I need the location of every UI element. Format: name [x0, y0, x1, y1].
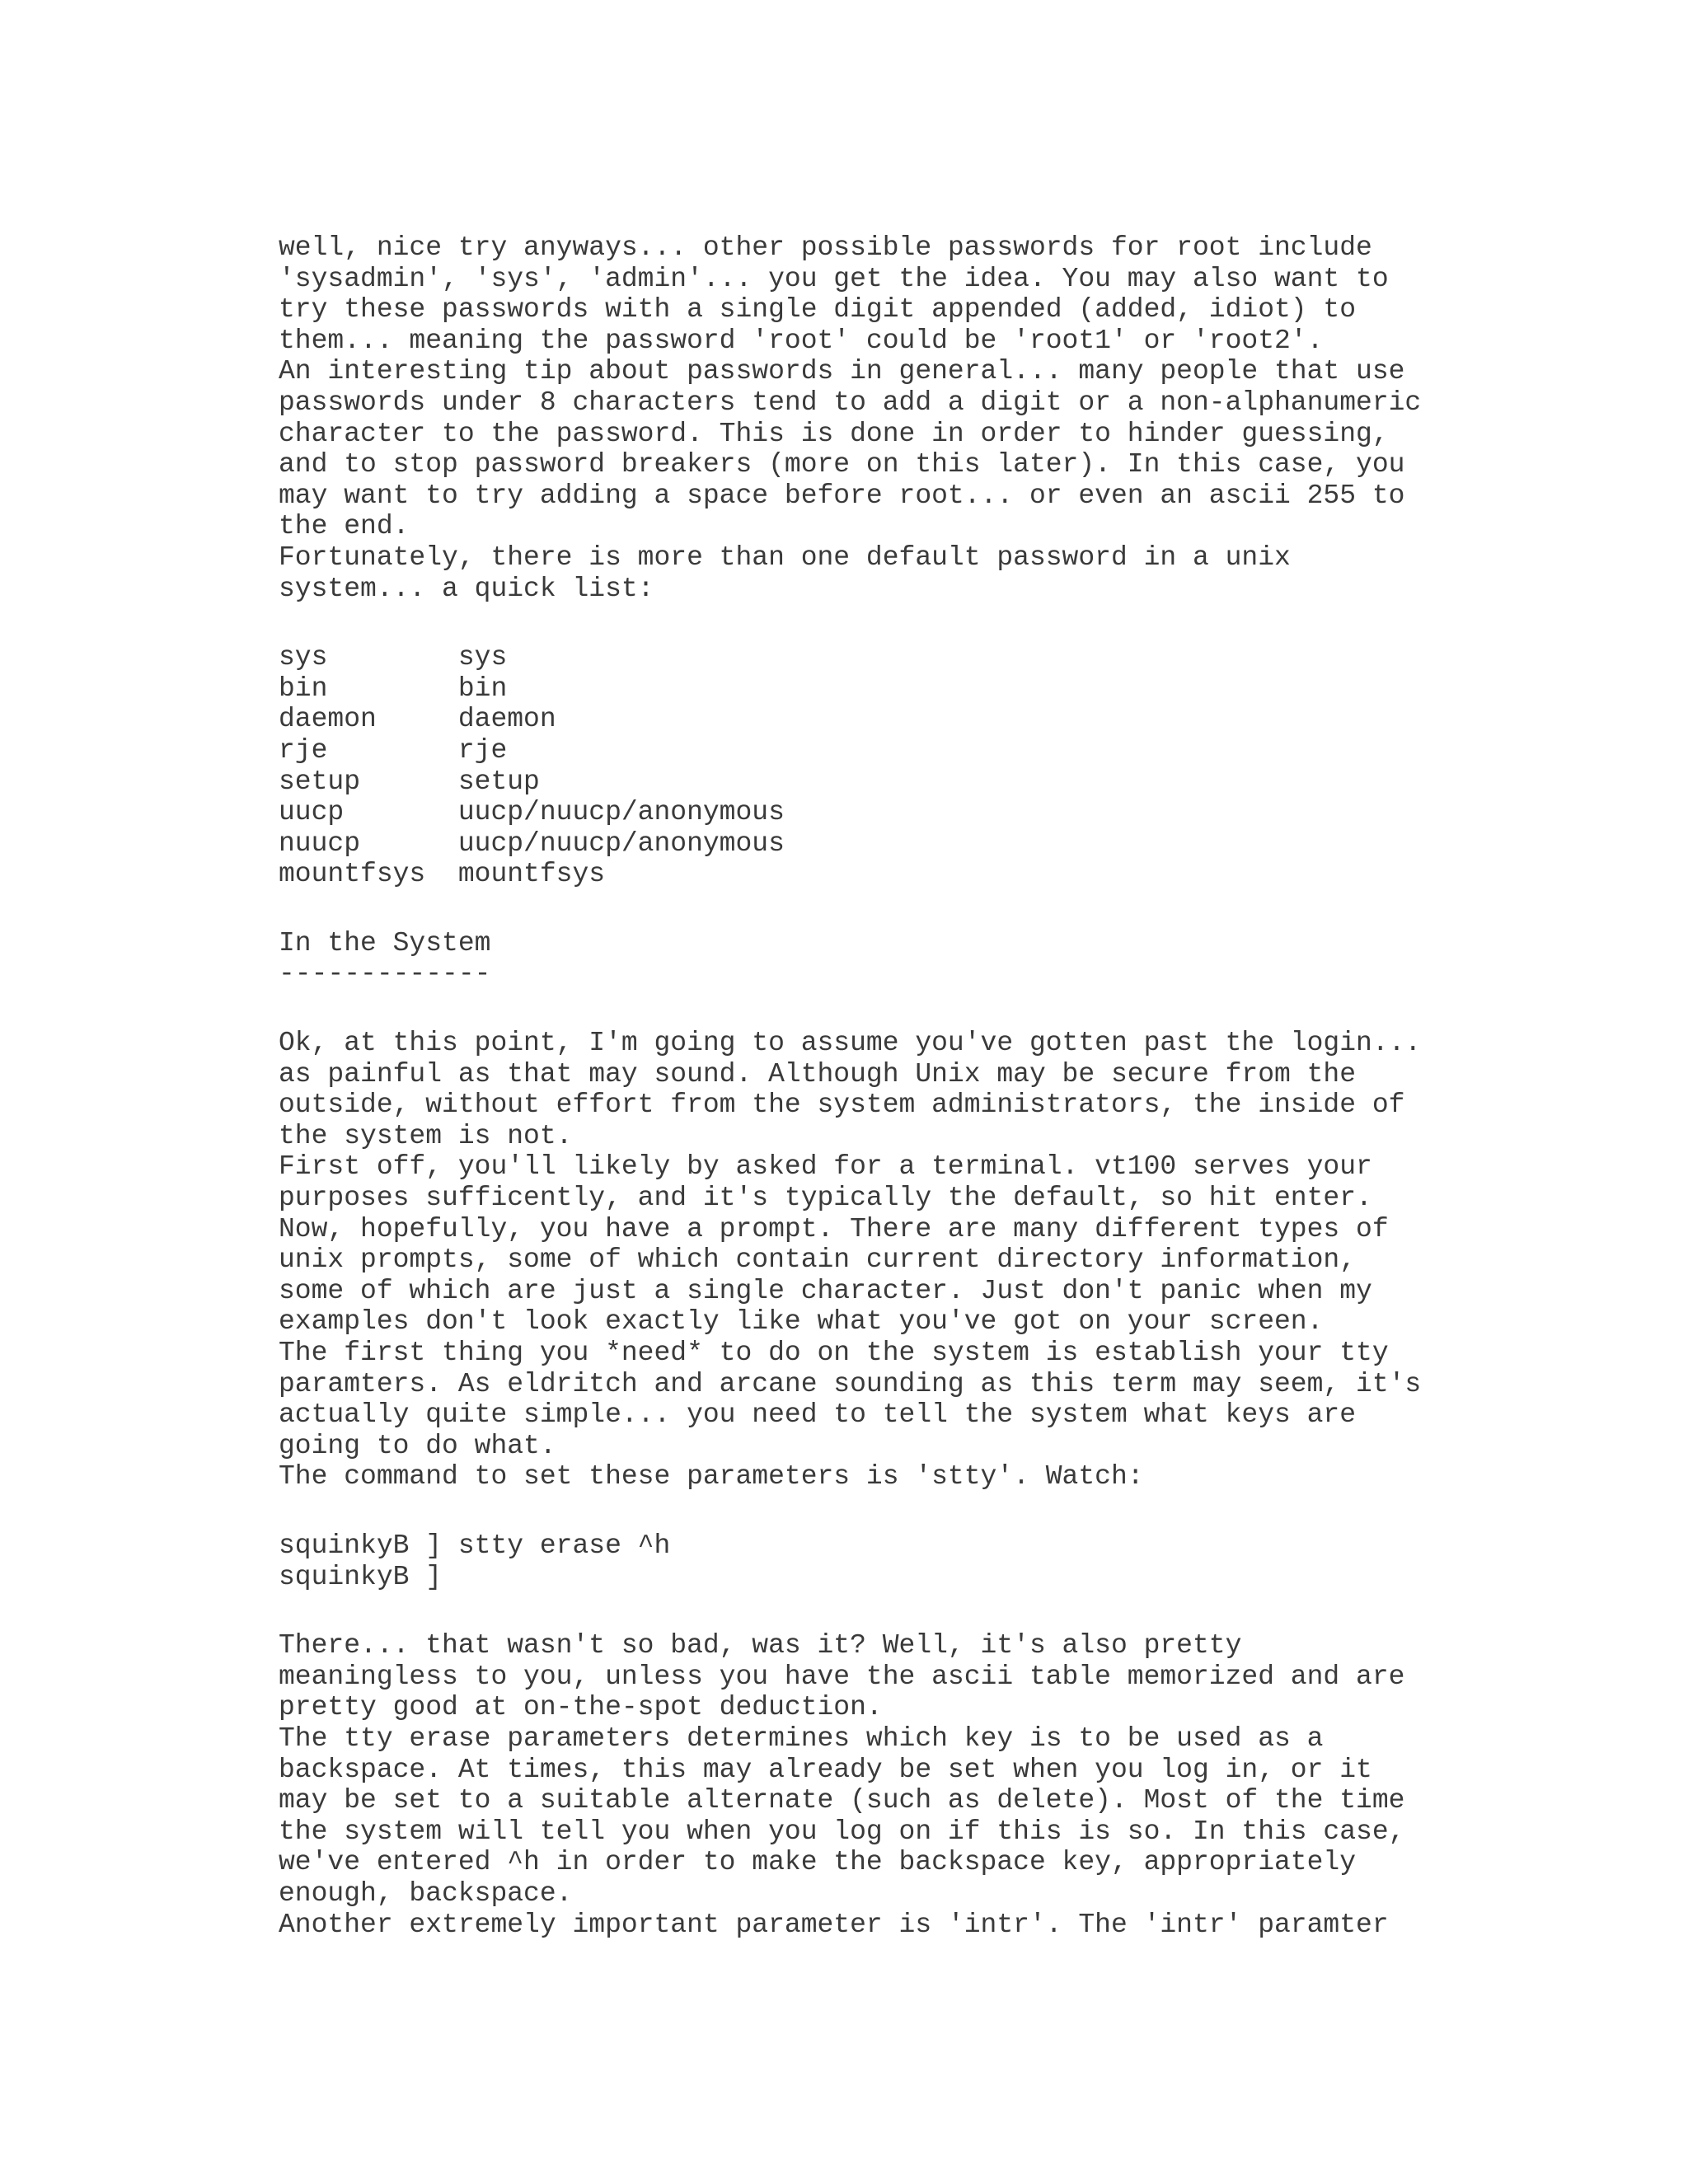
section-gap	[279, 990, 1680, 1028]
text-line: passwords under 8 characters tend to add a digit or a non-alphanumeric	[279, 387, 1422, 418]
text-line: squinkyB ]	[279, 1561, 443, 1592]
text-line: enough, backspace.	[279, 1877, 573, 1909]
text-line: may be set to a suitable alternate (such as delete). Most of the time	[279, 1785, 1405, 1816]
text-line: going to do what.	[279, 1430, 556, 1461]
text-line: uucp uucp/nuucp/anonymous	[279, 797, 785, 828]
text-line: some of which are just a single character. Just don't panic when my	[279, 1275, 1372, 1306]
text-line: and to stop password breakers (more on this later). In this case, you	[279, 449, 1405, 480]
section-gap	[279, 1592, 1680, 1630]
text-line: purposes sufficently, and it's typically the default, so hit enter.	[279, 1183, 1372, 1214]
document-text	[279, 232, 1680, 1940]
text-line: the end.	[279, 511, 410, 542]
text-line: actually quite simple... you need to tell the system what keys are	[279, 1399, 1357, 1431]
text-line: examples don't look exactly like what you've got on your screen.	[279, 1306, 1324, 1338]
text-line: unix prompts, some of which contain current directory information,	[279, 1244, 1357, 1276]
text-line: There... that wasn't so bad, was it? Well, it's also pretty	[279, 1630, 1242, 1661]
section-gap	[279, 1493, 1680, 1530]
text-line: sys sys	[279, 642, 508, 673]
text-line: daemon daemon	[279, 704, 556, 735]
text-line: An interesting tip about passwords in general... many people that use	[279, 356, 1405, 387]
text-line: system... a quick list:	[279, 573, 654, 604]
text-line: outside, without effort from the system administrators, the inside of	[279, 1090, 1405, 1121]
text-line: may want to try adding a space before root... or even an ascii 255 to	[279, 480, 1405, 511]
text-line: bin bin	[279, 673, 508, 704]
text-line: try these passwords with a single digit appended (added, idiot) to	[279, 294, 1357, 326]
text-line: setup setup	[279, 766, 540, 797]
text-line: Now, hopefully, you have a prompt. There are many different types of	[279, 1213, 1389, 1244]
text-line: backspace. At times, this may already be set when you log in, or it	[279, 1754, 1372, 1785]
text-line: well, nice try anyways... other possible passwords for root include	[279, 232, 1372, 263]
text-line: First off, you'll likely by asked for a terminal. vt100 serves your	[279, 1151, 1372, 1183]
text-line: the system is not.	[279, 1120, 573, 1151]
text-line: the system will tell you when you log on if this is so. In this case,	[279, 1816, 1405, 1847]
text-line: paramters. As eldritch and arcane sounding as this term may seem, it's	[279, 1368, 1422, 1399]
text-line: squinkyB ] stty erase ^h	[279, 1530, 671, 1561]
text-line: The tty erase parameters determines which key is to be used as a	[279, 1722, 1324, 1754]
text-line: In the System	[279, 927, 491, 958]
text-line: rje rje	[279, 734, 508, 766]
text-line: Ok, at this point, I'm going to assume you've gotten past the login...	[279, 1028, 1422, 1059]
text-line: Fortunately, there is more than one default password in a unix	[279, 541, 1291, 573]
text-line: pretty good at on-the-spot deduction.	[279, 1692, 883, 1723]
text-line: nuucp uucp/nuucp/anonymous	[279, 827, 785, 859]
text-line: we've entered ^h in order to make the backspace key, appropriately	[279, 1847, 1357, 1878]
text-line: them... meaning the password 'root' could be 'root1' or 'root2'.	[279, 325, 1324, 356]
text-line: The command to set these parameters is 'stty'. Watch:	[279, 1461, 1144, 1493]
text-line: Another extremely important parameter is 'intr'. The 'intr' paramter	[279, 1909, 1389, 1940]
section-gap	[279, 890, 1680, 928]
text-line: 'sysadmin', 'sys', 'admin'... you get the idea. You may also want to	[279, 263, 1389, 294]
text-line: as painful as that may sound. Although Unix may be secure from the	[279, 1058, 1357, 1090]
text-line: The first thing you *need* to do on the system is establish your tty	[279, 1338, 1389, 1368]
text-line: character to the password. This is done in order to hinder guessing,	[279, 418, 1389, 449]
text-line: meaningless to you, unless you have the ascii table memorized and are	[279, 1661, 1405, 1692]
section-gap	[279, 604, 1680, 642]
text-line: mountfsys mountfsys	[279, 859, 606, 890]
text-line: -------------	[279, 958, 491, 990]
